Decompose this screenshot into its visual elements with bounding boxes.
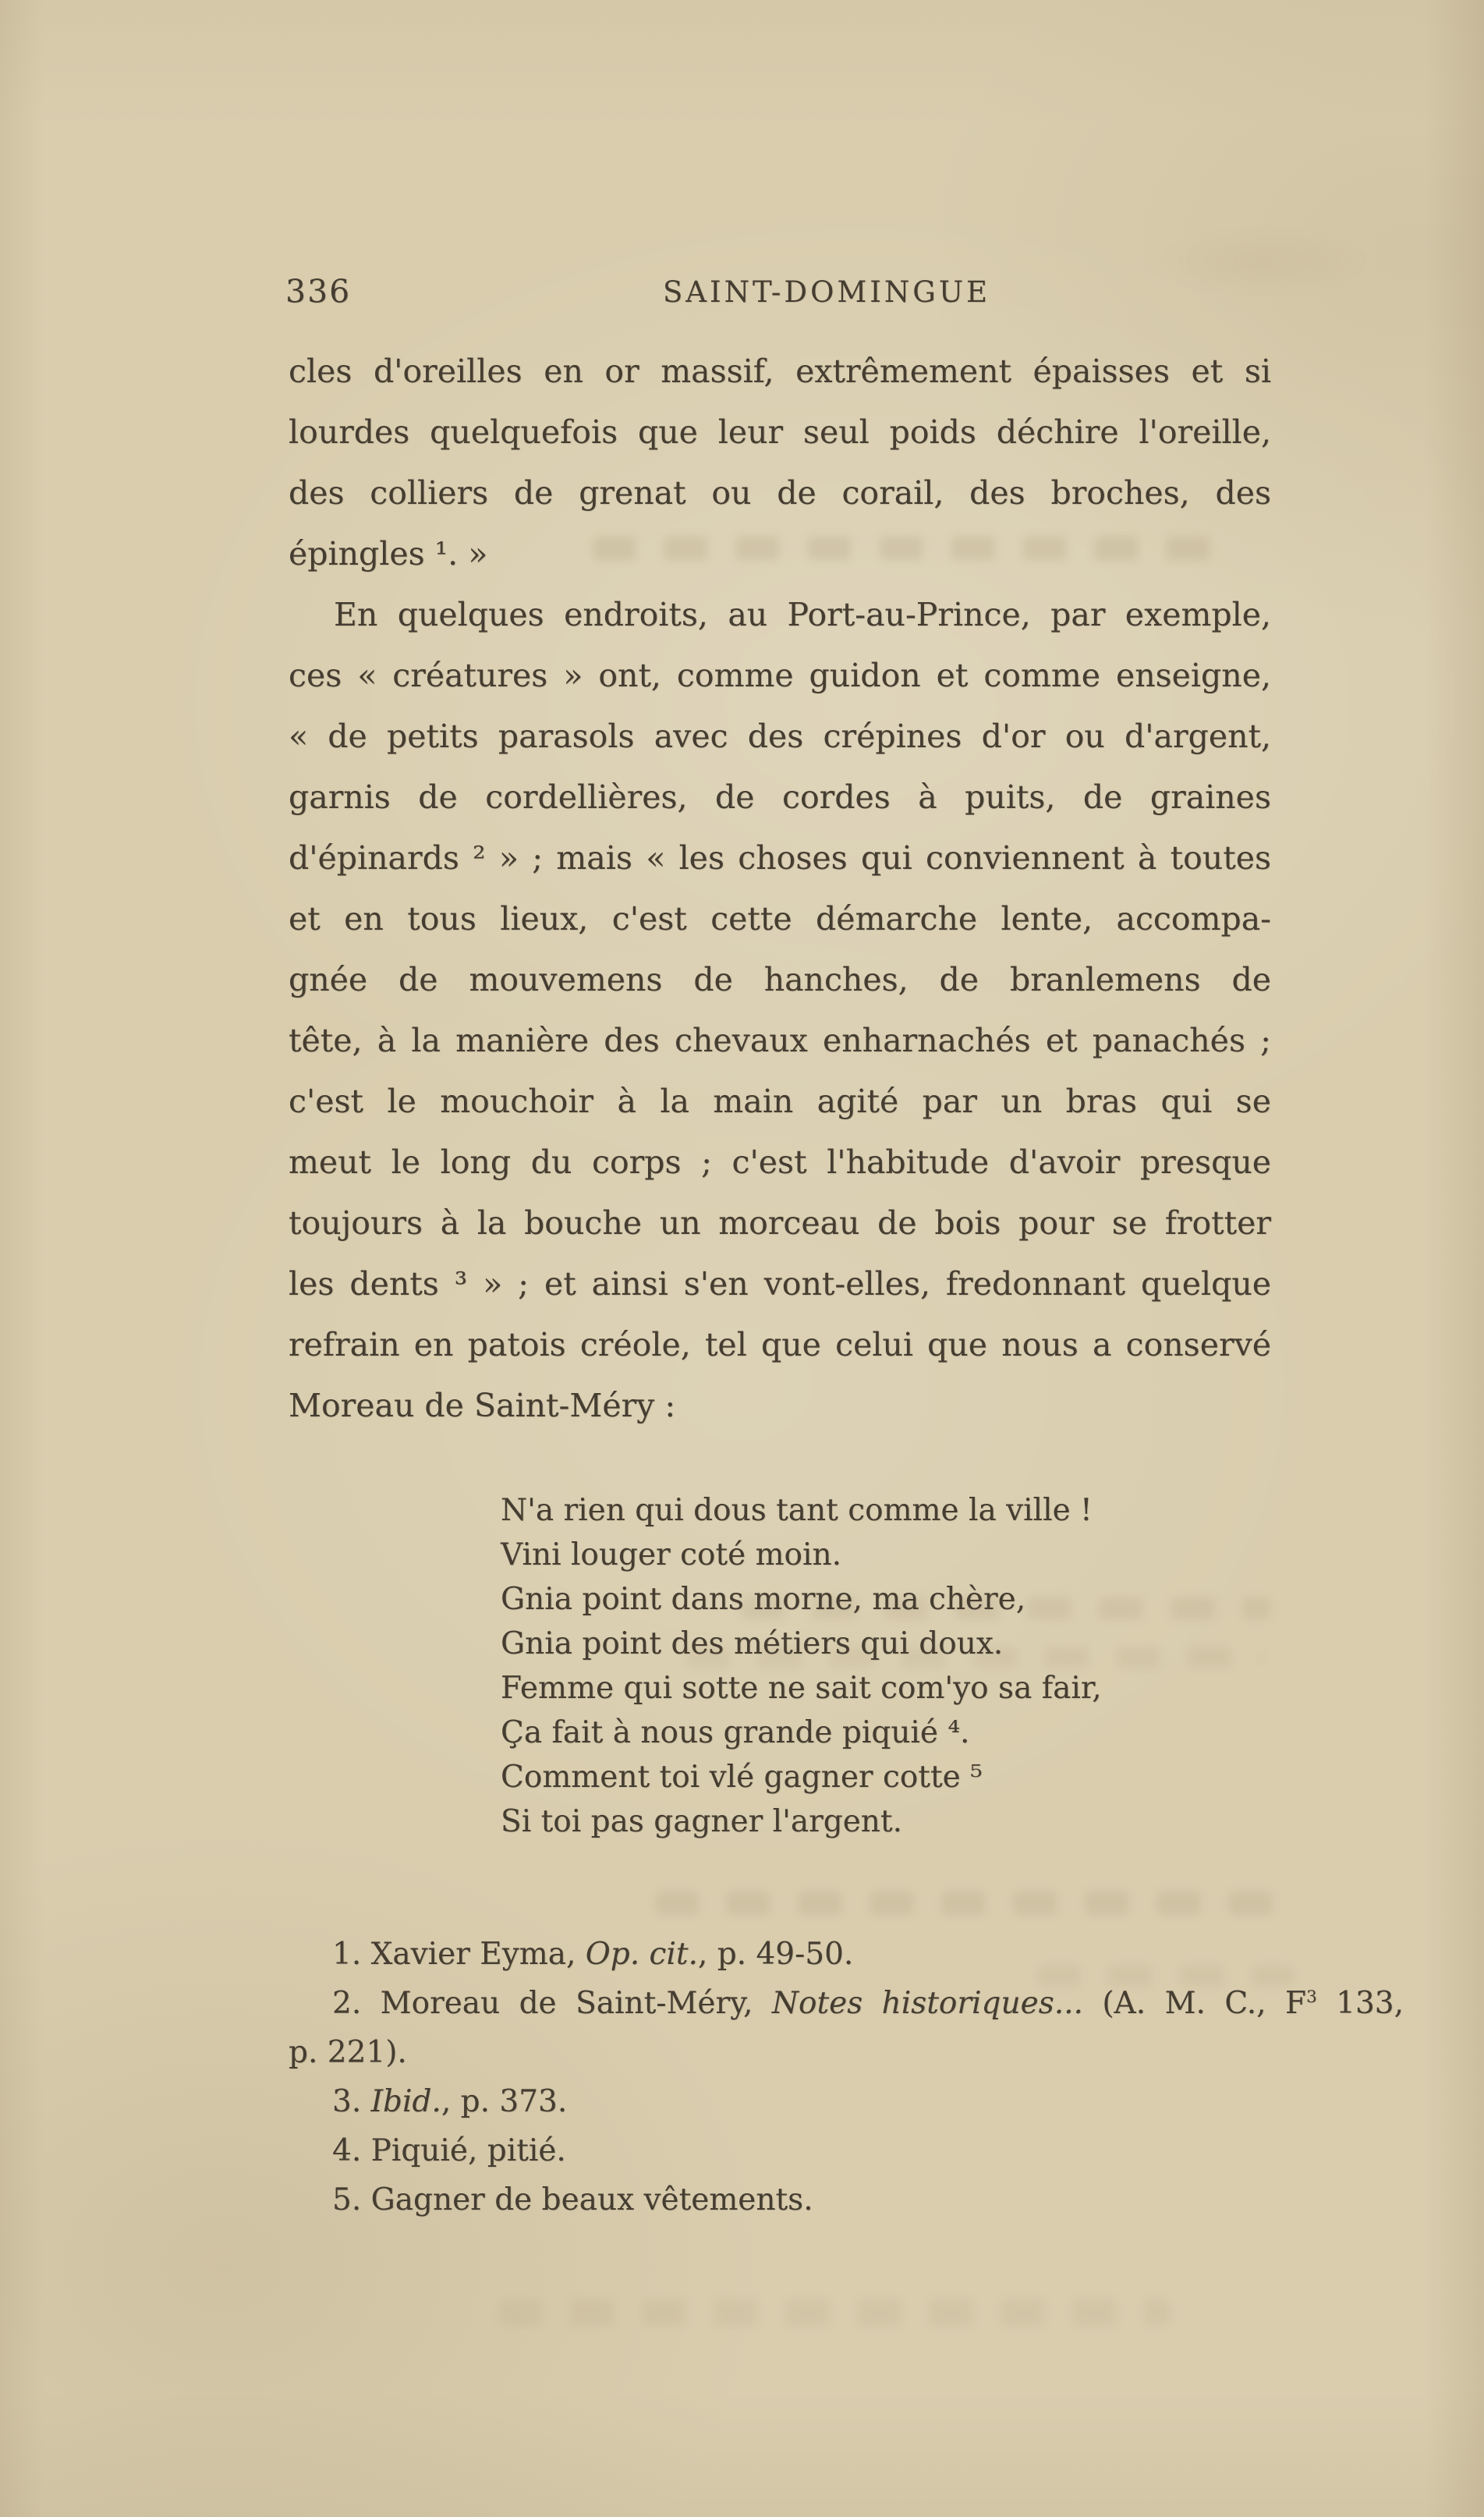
poem-line: N'a rien qui dous tant comme la ville ! bbox=[501, 1493, 1093, 1528]
footnotes bbox=[289, 1933, 1404, 2228]
footnote-line bbox=[289, 1933, 1271, 1976]
footnote-line bbox=[289, 2129, 1271, 2172]
poem-line: Gnia point dans morne, ma chère, bbox=[501, 1582, 1026, 1617]
body-line: En quelques endroits, au Port-au-Prince, par exemple, bbox=[334, 596, 1271, 633]
show-through-mark bbox=[655, 1891, 1279, 1915]
footnote-italic-segment: Op. cit. bbox=[585, 1937, 698, 1972]
body-line: refrain en patois créole, tel que celui que nous a conservé bbox=[289, 1326, 1271, 1363]
footnote-line bbox=[289, 2031, 1271, 2074]
body-line: et en tous lieux, c'est cette démarche lente, accompa- bbox=[289, 900, 1271, 938]
footnote-text-segment: 5. Gagner de beaux vêtements. bbox=[332, 2182, 813, 2217]
footnote-text-segment: 1. Xavier Eyma, bbox=[332, 1937, 586, 1972]
body-line: garnis de cordellières, de cordes à puits, de graines bbox=[289, 778, 1271, 816]
footnote-text-segment: 4. Piquié, pitié. bbox=[332, 2133, 566, 2168]
body-line: « de petits parasols avec des crépines d'or ou d'argent, bbox=[289, 718, 1271, 755]
body-line: toujours à la bouche un morceau de bois pour se frotter bbox=[289, 1204, 1271, 1242]
poem-line: Gnia point des métiers qui doux. bbox=[501, 1626, 1004, 1661]
footnote-text-segment: 133, bbox=[1316, 1986, 1404, 2021]
body-line: d'épinards ² » ; mais « les choses qui conviennent à toutes bbox=[289, 839, 1271, 877]
footnote-italic-segment: Ibid. bbox=[370, 2084, 441, 2119]
poem-line: Si toi pas gagner l'argent. bbox=[501, 1804, 902, 1839]
body-line: épingles ¹. » bbox=[289, 535, 488, 573]
poem-line: Ça fait à nous grande piquié ⁴. bbox=[501, 1715, 970, 1750]
footnote-text-segment: 3. bbox=[332, 2084, 371, 2119]
footnote-italic-segment: Notes historiques... bbox=[771, 1986, 1083, 2021]
body-line: gnée de mouvemens de hanches, de branlemens de bbox=[289, 961, 1271, 998]
footnote-line bbox=[289, 2080, 1271, 2123]
body-text bbox=[289, 341, 1271, 1436]
body-line: c'est le mouchoir à la main agité par un bras qui se bbox=[289, 1083, 1271, 1120]
footnote-text-segment: (A. M. C., F bbox=[1082, 1986, 1307, 2021]
body-line: Moreau de Saint-Méry : bbox=[289, 1387, 676, 1424]
body-line: tête, à la manière des chevaux enharnachés et panachés ; bbox=[289, 1022, 1271, 1059]
footnote-text-segment: 2. Moreau de Saint-Méry, bbox=[332, 1986, 772, 2021]
show-through-mark bbox=[499, 2299, 1170, 2326]
footnote-superscript: 3 bbox=[1306, 1987, 1317, 2007]
page-number: 336 bbox=[285, 273, 352, 310]
footnote-text-segment: , p. 49-50. bbox=[697, 1937, 854, 1972]
running-header-title: SAINT-DOMINGUE bbox=[662, 275, 991, 309]
poem-line: Comment toi vlé gagner cotte ⁵ bbox=[501, 1760, 983, 1795]
show-through-mark bbox=[1154, 226, 1372, 296]
body-line: des colliers de grenat ou de corail, des broches, des bbox=[289, 474, 1271, 512]
body-line: les dents ³ » ; et ainsi s'en vont-elles, fredonnant quelque bbox=[289, 1265, 1271, 1303]
footnote-line bbox=[289, 1982, 1404, 2025]
poem-quote bbox=[501, 1488, 1202, 1844]
body-line: cles d'oreilles en or massif, extrêmement épaisses et si bbox=[289, 353, 1271, 390]
body-line: ces « créatures » ont, comme guidon et comme enseigne, bbox=[289, 657, 1271, 694]
body-line: lourdes quelquefois que leur seul poids déchire l'oreille, bbox=[289, 413, 1271, 451]
footnote-text-segment: , p. 373. bbox=[441, 2084, 568, 2119]
footnote-text-segment: p. 221). bbox=[289, 2035, 407, 2070]
poem-line: Femme qui sotte ne sait com'yo sa fair, bbox=[501, 1671, 1102, 1706]
body-line: meut le long du corps ; c'est l'habitude d'avoir presque bbox=[289, 1143, 1271, 1181]
poem-line: Vini louger coté moin. bbox=[501, 1537, 842, 1572]
footnote-line bbox=[289, 2178, 1271, 2221]
